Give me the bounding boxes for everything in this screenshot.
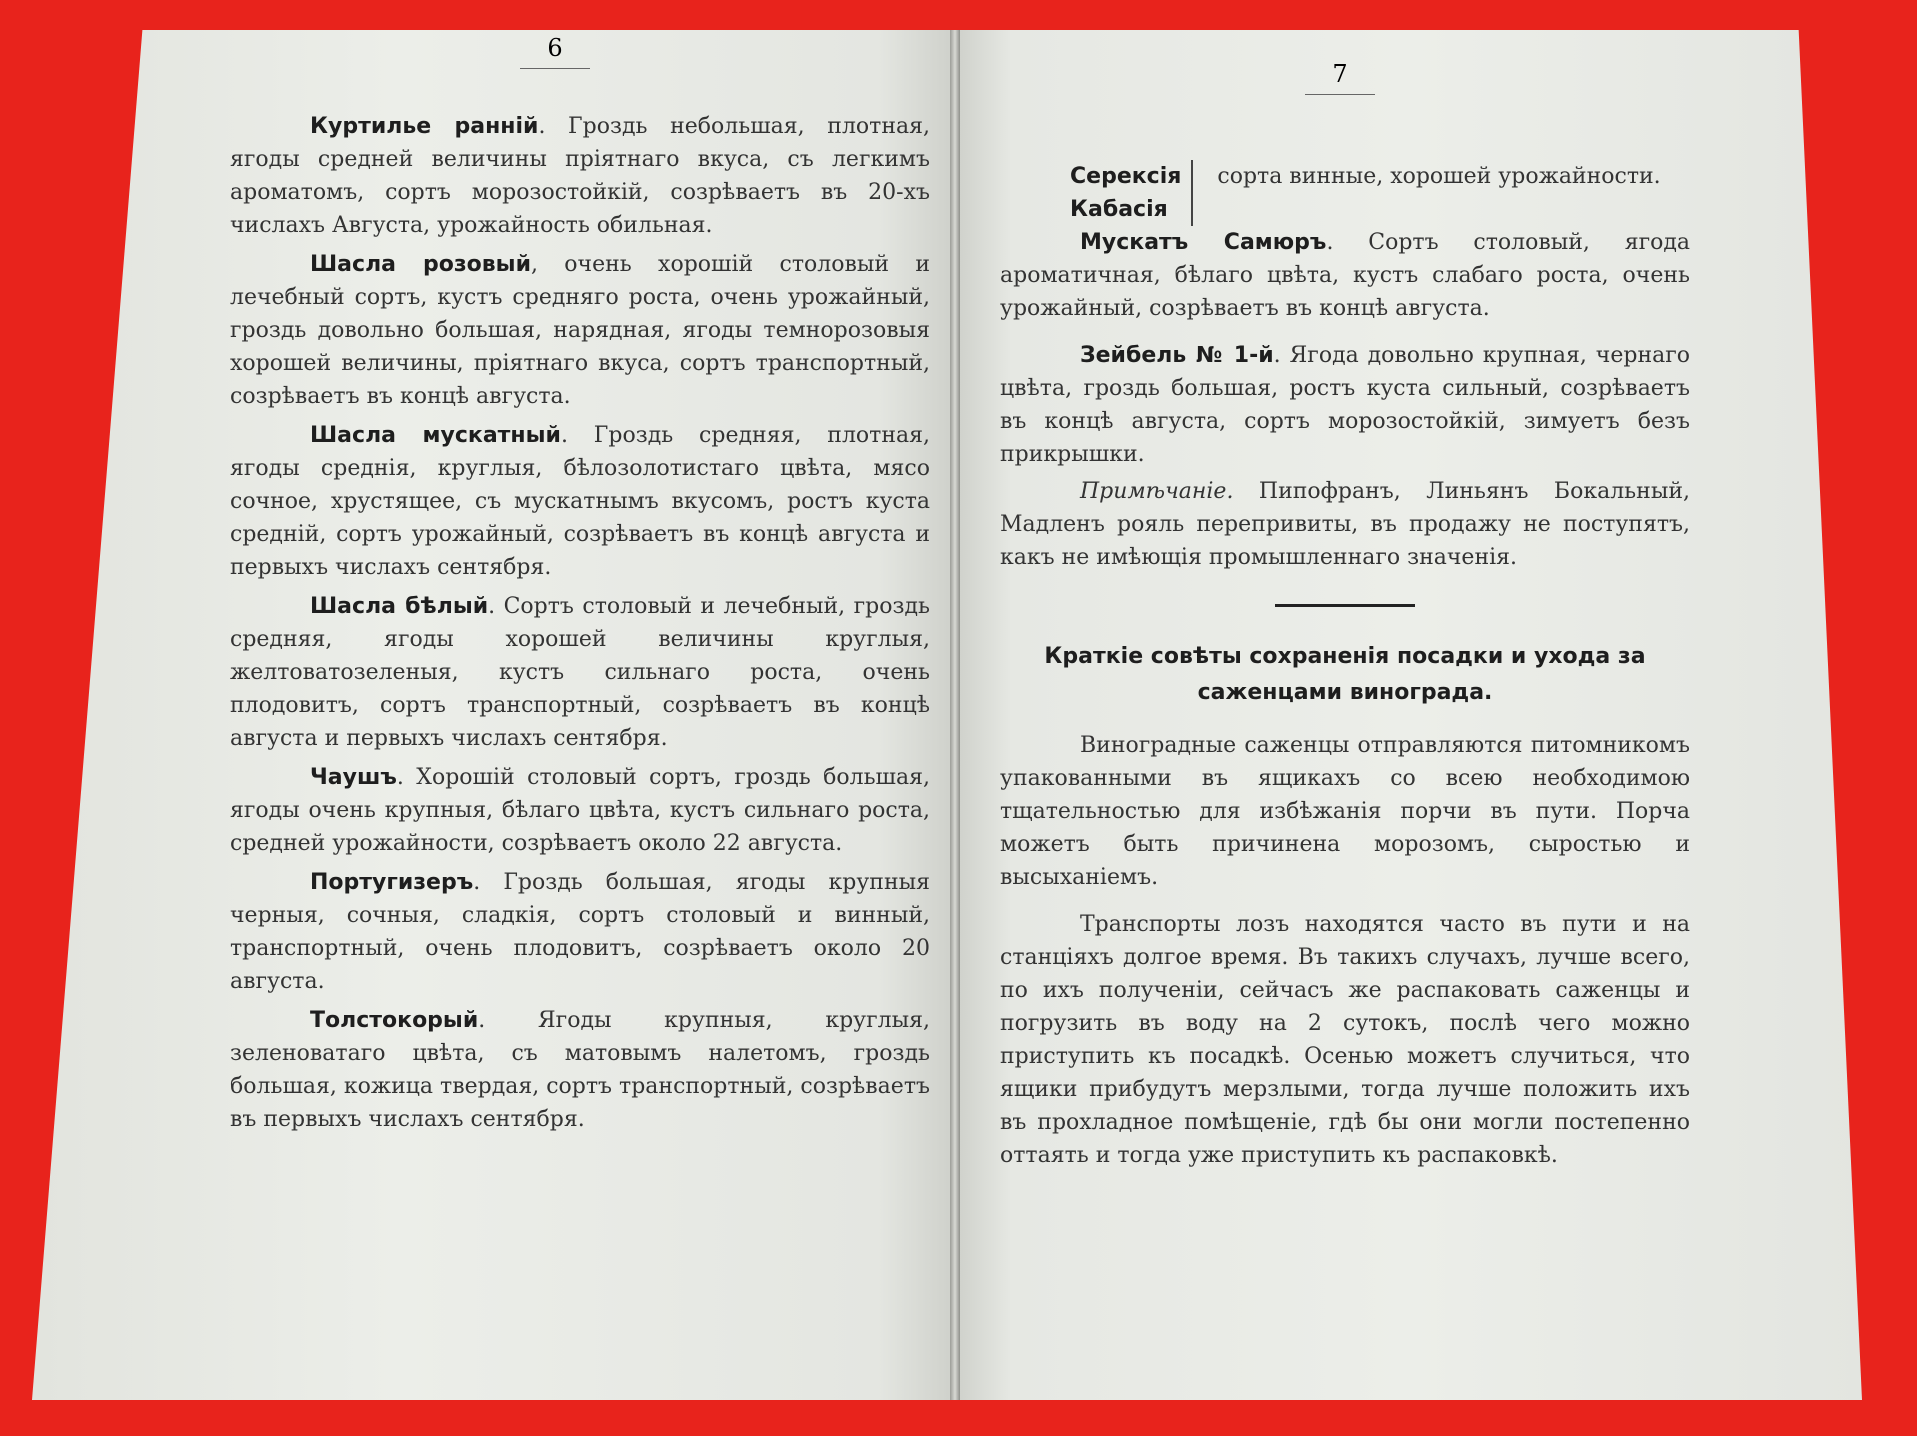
variety-entry xyxy=(230,761,930,860)
brace-group xyxy=(1070,160,1690,226)
body-paragraph: Виноградные саженцы отправляются питомникомъ упакованными въ ящикахъ со всею необходимою тщательностью для избѣжанія порчи въ пути. Порча можетъ быть причинена морозомъ, сыростью и высыханіемъ. xyxy=(1000,733,1690,890)
left-page-number: 6 xyxy=(510,34,600,69)
variety-name: Чаушъ xyxy=(310,765,397,790)
variety-entry xyxy=(230,110,930,242)
variety-description: . Ягоды крупныя, круглыя, зеленоватаго цвѣта, съ матовымъ налетомъ, гроздь большая, кожица твердая, сортъ транспортный, созрѣваетъ въ первыхъ числахъ сентября. xyxy=(230,1008,930,1132)
section-heading: Краткіе совѣты сохраненія посадки и ухода за саженцами винограда. xyxy=(1044,644,1646,705)
note-label: Примѣчаніе. xyxy=(1080,479,1234,504)
variety-name: Шасла розовый xyxy=(310,252,531,277)
variety-entry xyxy=(230,419,930,584)
brace-names xyxy=(1070,160,1181,226)
variety-description: . Сортъ столовый и лечебный, гроздь средняя, ягоды хорошей величины круглыя, желтоватозеленыя, кустъ сильнаго роста, очень плодовитъ, сортъ транспортный, созрѣваетъ въ концѣ августа и первыхъ числахъ сентября. xyxy=(230,594,931,751)
variety-description: . Ягода довольно крупная, чернаго цвѣта, гроздь большая, ростъ куста сильный, созрѣваетъ въ концѣ августа, сортъ морозостойкій, зимуетъ безъ прикрышки. xyxy=(1000,343,1690,467)
variety-name: Куртилье ранній xyxy=(310,114,539,139)
variety-description: . Хорошій столовый сортъ, гроздь большая, ягоды очень крупныя, бѣлаго цвѣта, кустъ сильнаго роста, средней урожайности, созрѣваетъ около 22 августа. xyxy=(230,765,930,856)
variety-name: Шасла мускатный xyxy=(310,423,561,448)
variety-entry xyxy=(230,590,930,755)
variety-name: Толстокорый xyxy=(310,1008,479,1033)
brace-description: сорта винные, хорошей урожайности. xyxy=(1217,164,1661,189)
variety-entry xyxy=(230,1004,930,1136)
body-paragraph: Транспорты лозъ находятся часто въ пути и на станціяхъ долгое время. Въ такихъ случахъ, лучше всего, по ихъ полученіи, сейчасъ же распаковать саженцы и погрузить въ воду на 2 сутокъ, послѣ чего можно приступить къ посадкѣ. Осенью можетъ случиться, что ящики прибудутъ мерзлыми, тогда лучше положить ихъ въ прохладное помѣщеніе, гдѣ бы они могли постепенно оттаять и тогда уже приступить къ распаковкѣ. xyxy=(1000,912,1690,1168)
right-page-number: 7 xyxy=(1295,60,1385,95)
variety-entry xyxy=(230,866,930,998)
note xyxy=(1000,475,1690,574)
variety-name: Кабасія xyxy=(1070,197,1168,222)
brace-bracket xyxy=(1191,160,1207,226)
variety-name: Зейбель № 1-й xyxy=(1080,343,1274,368)
variety-description: . Гроздь большая, ягоды крупныя черныя, сочныя, сладкія, сортъ столовый и винный, транспортный, очень плодовитъ, созрѣваетъ около 20 августа. xyxy=(230,870,930,994)
variety-name: Серексія xyxy=(1070,164,1182,189)
right-page-text xyxy=(1000,160,1690,1172)
booklet-spine xyxy=(950,30,960,1400)
variety-name: Мускатъ Самюръ xyxy=(1080,230,1327,255)
variety-name: Португизеръ xyxy=(310,870,474,895)
left-page-text xyxy=(230,110,930,1142)
variety-description: . Гроздь небольшая, плотная, ягоды средней величины пріятнаго вкуса, съ легкимъ ароматомъ, сортъ морозостойкій, созрѣваетъ въ 20-хъ числахъ Августа, урожайность обильная. xyxy=(230,114,930,238)
variety-description: , очень хорошій столовый и лечебный сортъ, кустъ средняго роста, очень урожайный, гроздь довольно большая, нарядная, ягоды темнорозовыя хорошей величины, пріятнаго вкуса, сортъ транспортный, созрѣваетъ въ концѣ августа. xyxy=(230,252,930,409)
variety-description: . Гроздь средняя, плотная, ягоды среднія, круглыя, бѣлозолотистаго цвѣта, мясо сочное, хрустящее, съ мускатнымъ вкусомъ, ростъ куста средній, сортъ урожайный, созрѣваетъ въ концѣ августа и первыхъ числахъ сентября. xyxy=(230,423,930,580)
variety-name: Шасла бѣлый xyxy=(310,594,489,619)
variety-entry xyxy=(1000,339,1690,471)
section-divider xyxy=(1275,604,1415,607)
variety-entry xyxy=(1000,226,1690,325)
variety-entry xyxy=(230,248,930,413)
variety-description: . Сортъ столовый, ягода ароматичная, бѣлаго цвѣта, кустъ слабаго роста, очень урожайный, созрѣваетъ въ концѣ августа. xyxy=(1000,230,1691,321)
note-text: Пипофранъ, Линьянъ Бокальный, Мадленъ рояль перепривиты, въ продажу не поступятъ, какъ не имѣющія промышленнаго значенія. xyxy=(1000,479,1690,570)
